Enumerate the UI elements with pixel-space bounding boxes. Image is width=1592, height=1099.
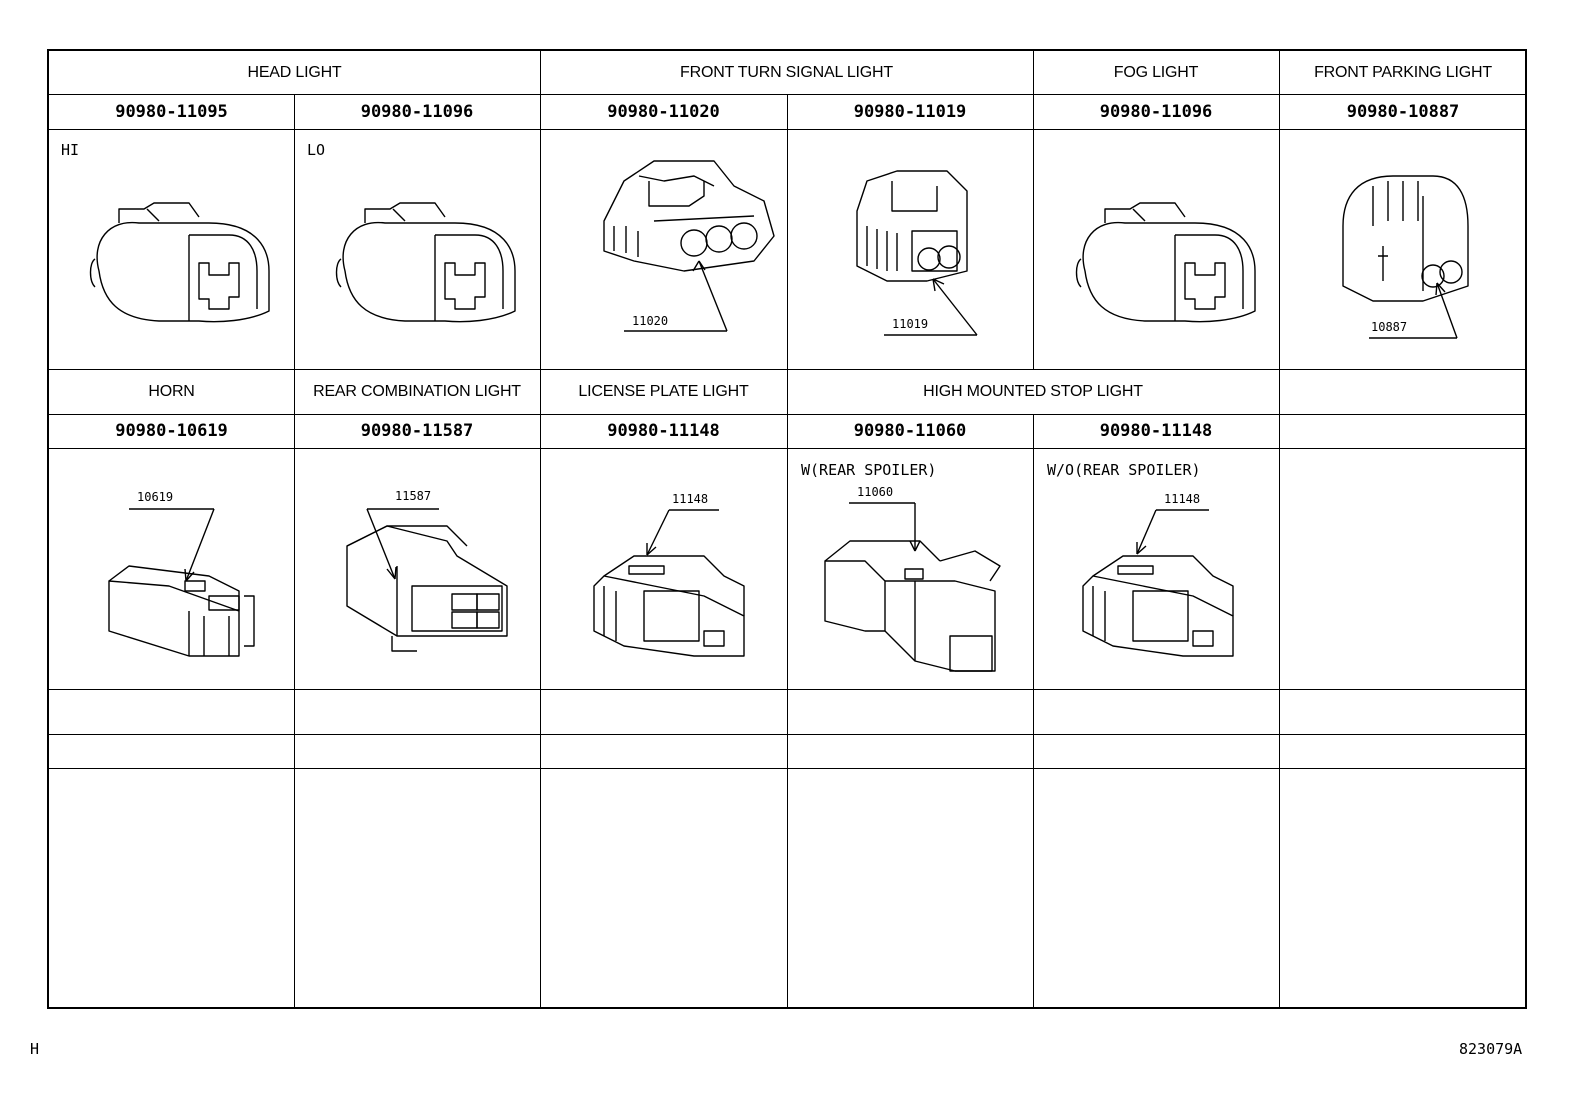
variant-label-with-spoiler: W(REAR SPOILER) xyxy=(801,461,937,479)
callout-code: 10619 xyxy=(137,490,174,504)
leader-line xyxy=(367,509,395,579)
part-number: 90980-10887 xyxy=(1346,101,1460,122)
connector-drawing xyxy=(347,526,507,651)
variant-label-lo: LO xyxy=(307,141,326,159)
section-high-mounted-stop-light: HIGH MOUNTED STOP LIGHT xyxy=(923,382,1143,400)
connector-drawing xyxy=(109,566,254,656)
section-fog-light: FOG LIGHT xyxy=(1113,63,1199,81)
leader-line xyxy=(933,279,977,335)
section-rear-combination-light: REAR COMBINATION LIGHT xyxy=(313,382,521,400)
section-front-parking-light: FRONT PARKING LIGHT xyxy=(1314,63,1492,81)
part-number: 90980-11095 xyxy=(115,101,228,122)
leader-line xyxy=(699,261,727,331)
callout-code: 11148 xyxy=(672,492,709,506)
part-number: 90980-11148 xyxy=(607,421,720,441)
connector-drawings xyxy=(49,51,1527,1009)
part-number: 90980-11020 xyxy=(607,101,720,122)
leader-line xyxy=(1137,510,1156,554)
section-front-turn-signal-light: FRONT TURN SIGNAL LIGHT xyxy=(680,63,893,81)
connector-drawing xyxy=(1083,556,1233,656)
connector-drawing xyxy=(337,203,516,322)
connector-drawing xyxy=(825,541,1000,671)
connector-drawing xyxy=(91,203,270,322)
part-number: 90980-11587 xyxy=(360,421,474,441)
callout-code: 11148 xyxy=(1164,492,1201,506)
callout-code: 11020 xyxy=(632,314,669,328)
callout-code: 11587 xyxy=(395,489,432,503)
callout-code: 11019 xyxy=(892,317,929,331)
connector-chart xyxy=(47,49,1527,1009)
section-license-plate-light: LICENSE PLATE LIGHT xyxy=(578,382,749,400)
connector-drawing xyxy=(594,556,744,656)
connector-drawing xyxy=(1343,176,1468,301)
part-number: 90980-11148 xyxy=(1099,421,1213,441)
part-number: 90980-11096 xyxy=(1099,101,1213,122)
part-number: 90980-11019 xyxy=(853,101,967,122)
callout-code: 11060 xyxy=(857,485,894,499)
connector-drawing xyxy=(1077,203,1256,322)
drawing-number: 823079A xyxy=(1459,1040,1523,1058)
variant-label-hi: HI xyxy=(61,141,80,159)
connector-drawing xyxy=(857,171,967,281)
callout-code: 10887 xyxy=(1371,320,1408,334)
variant-label-without-spoiler: W/O(REAR SPOILER) xyxy=(1047,461,1201,479)
section-horn: HORN xyxy=(148,382,195,400)
sheet-mark: H xyxy=(30,1040,40,1058)
part-number: 90980-11060 xyxy=(853,421,967,441)
connector-drawing xyxy=(604,161,774,271)
section-head-light: HEAD LIGHT xyxy=(247,63,342,81)
part-number: 90980-10619 xyxy=(115,421,228,441)
leader-line xyxy=(647,510,669,555)
leader-line xyxy=(186,509,214,581)
part-number: 90980-11096 xyxy=(360,101,474,122)
